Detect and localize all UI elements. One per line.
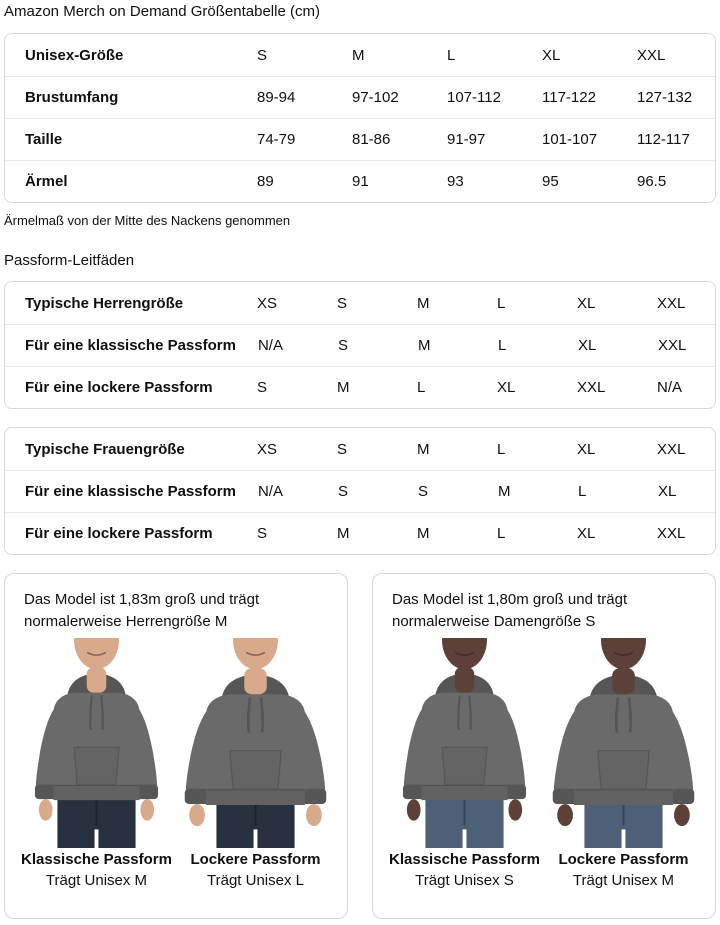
table-cell: XXL xyxy=(637,46,666,64)
table-cell: M xyxy=(497,483,511,500)
row-label: Typische Frauengröße xyxy=(25,440,185,458)
table-cell: L xyxy=(497,294,506,312)
model-card-heading: Das Model ist 1,80m groß und trägt normalerweise Damengröße S xyxy=(392,591,628,630)
table-header-row xyxy=(5,34,715,76)
table-cell: M xyxy=(417,440,430,458)
table-cell: 81-86 xyxy=(352,131,391,148)
table-row-sleeve xyxy=(5,160,715,202)
row-label: Typische Herrengröße xyxy=(25,294,184,312)
table-cell: 89-94 xyxy=(257,89,296,106)
table-row-typical-womens-size xyxy=(5,428,715,470)
table-cell: 89 xyxy=(257,173,274,190)
table-cell: 91-97 xyxy=(447,131,486,148)
table-cell: 117-122 xyxy=(542,89,596,106)
mens-fit-table xyxy=(4,281,716,409)
male-model-loose-fit-image xyxy=(177,638,334,892)
unisex-size-table xyxy=(4,33,716,203)
table-cell: 112-117 xyxy=(637,131,690,148)
male-model-classic-fit-image xyxy=(18,638,175,892)
size-label: Trägt Unisex M xyxy=(572,872,675,889)
figure-caption xyxy=(545,849,702,892)
table-row-classic-fit xyxy=(5,324,715,366)
figure-caption xyxy=(177,849,334,892)
size-label: Trägt Unisex M xyxy=(45,872,148,889)
table-cell: S xyxy=(337,483,348,500)
fit-label: Lockere Passform xyxy=(558,851,689,868)
table-cell: XXL xyxy=(657,525,686,542)
male-model-card xyxy=(4,573,348,919)
table-cell: 107-112 xyxy=(447,89,501,106)
row-label: Für eine lockere Passform xyxy=(25,379,213,396)
table-cell: L xyxy=(497,440,506,458)
table-cell: S xyxy=(337,337,348,354)
table-cell: S xyxy=(337,440,348,458)
female-model-loose-fit-image xyxy=(545,638,702,892)
table-cell: N/A xyxy=(657,379,683,396)
table-cell: 74-79 xyxy=(257,131,296,148)
table-cell: S xyxy=(257,525,268,542)
table-cell: XL xyxy=(577,440,596,458)
table-cell: XL xyxy=(577,337,597,354)
table-cell: 96.5 xyxy=(637,173,667,190)
table-cell: XXL xyxy=(657,440,686,458)
table-cell: S xyxy=(337,294,348,312)
size-label: Trägt Unisex S xyxy=(415,872,514,889)
sleeve-measurement-note: Ärmelmaß von der Mitte des Nackens genommen xyxy=(4,213,291,228)
table-cell: XL xyxy=(577,525,596,542)
model-cards xyxy=(4,573,716,919)
row-label: Für eine klassische Passform xyxy=(25,337,236,354)
table-cell: M xyxy=(337,379,350,396)
table-cell: 97-102 xyxy=(352,89,399,106)
table-cell: XXL xyxy=(657,294,686,312)
table-cell: 91 xyxy=(352,173,369,190)
page-title: Amazon Merch on Demand Größentabelle (cm) xyxy=(4,3,320,20)
row-label: Für eine lockere Passform xyxy=(25,525,213,542)
model-card-heading: Das Model ist 1,83m groß und trägt normalerweise Herrengröße M xyxy=(24,591,260,630)
table-cell: N/A xyxy=(257,337,283,354)
row-label: Für eine klassische Passform xyxy=(25,483,236,500)
table-cell: L xyxy=(417,379,426,396)
fit-label: Klassische Passform xyxy=(389,851,540,868)
table-cell: L xyxy=(577,483,587,500)
table-cell: M xyxy=(417,294,430,312)
table-cell: XL xyxy=(657,483,677,500)
size-label: Trägt Unisex L xyxy=(207,872,304,889)
figure-caption xyxy=(18,849,175,892)
table-row-chest xyxy=(5,76,715,118)
table-cell: XS xyxy=(257,294,278,312)
row-label: Brustumfang xyxy=(25,89,119,106)
model-figures xyxy=(386,638,702,892)
table-cell: N/A xyxy=(257,483,283,500)
table-cell: XL xyxy=(577,294,596,312)
table-cell: L xyxy=(497,525,506,542)
table-row-typical-mens-size xyxy=(5,282,715,324)
female-model-card xyxy=(372,573,716,919)
fit-guides-heading: Passform-Leitfäden xyxy=(4,252,135,269)
table-cell: XXL xyxy=(577,379,606,396)
fit-label: Lockere Passform xyxy=(190,851,321,868)
row-label: Unisex-Größe xyxy=(25,46,124,64)
womens-fit-table xyxy=(4,427,716,555)
table-cell: L xyxy=(497,337,507,354)
table-cell: XXL xyxy=(657,337,687,354)
table-cell: S xyxy=(417,483,428,500)
table-cell: M xyxy=(417,337,431,354)
table-cell: M xyxy=(352,46,365,64)
table-cell: 127-132 xyxy=(637,89,693,106)
table-cell: XL xyxy=(542,46,561,64)
table-cell: M xyxy=(337,525,350,542)
row-label: Taille xyxy=(25,131,63,148)
row-label: Ärmel xyxy=(25,173,68,190)
fit-label: Klassische Passform xyxy=(21,851,172,868)
table-row-waist xyxy=(5,118,715,160)
table-row-loose-fit xyxy=(5,366,715,408)
table-cell: XL xyxy=(497,379,516,396)
table-cell: L xyxy=(447,46,456,64)
table-cell: XS xyxy=(257,440,278,458)
table-row-loose-fit xyxy=(5,512,715,554)
female-model-classic-fit-image xyxy=(386,638,543,892)
table-row-classic-fit xyxy=(5,470,715,512)
table-cell: S xyxy=(257,379,268,396)
table-cell: 95 xyxy=(542,173,559,190)
table-cell: 93 xyxy=(447,173,464,190)
table-cell: M xyxy=(417,525,430,542)
model-figures xyxy=(18,638,334,892)
figure-caption xyxy=(386,849,543,892)
table-cell: 101-107 xyxy=(542,131,598,148)
table-cell: S xyxy=(257,46,268,64)
